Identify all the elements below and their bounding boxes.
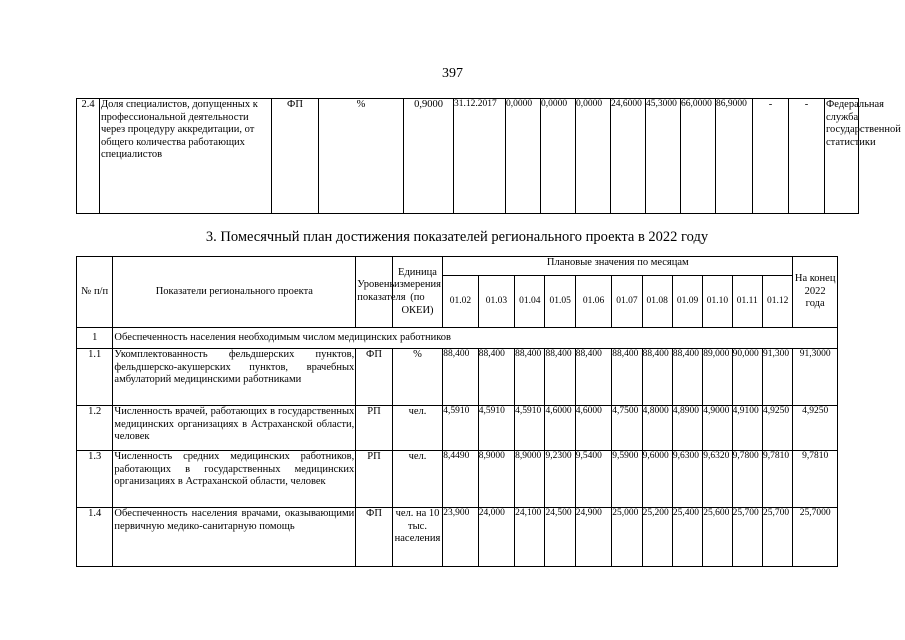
indicator-level: РП	[356, 451, 392, 508]
value-cell: 4,6000	[545, 406, 575, 451]
value-cell: 88,400	[612, 349, 642, 406]
table-row	[77, 349, 838, 406]
value-cell: 25,700	[732, 508, 762, 567]
header-month: 01.02	[443, 276, 478, 328]
value-cell: 88,400	[478, 349, 514, 406]
header-num: № п/п	[77, 257, 113, 328]
value-cell: 88,400	[672, 349, 702, 406]
value-cell: -	[789, 99, 825, 214]
value-cell: 24,000	[478, 508, 514, 567]
header-month: 01.05	[545, 276, 575, 328]
header-month: 01.11	[732, 276, 762, 328]
value-cell: 9,6000	[642, 451, 672, 508]
value-cell: 89,000	[703, 349, 732, 406]
value-cell: 25,700	[762, 508, 792, 567]
value-cell: 24,500	[545, 508, 575, 567]
value-cell: 9,7810	[762, 451, 792, 508]
year-end-value: 4,9250	[793, 406, 838, 451]
group-row	[77, 328, 838, 349]
value-cell: 88,400	[575, 349, 611, 406]
table-row	[77, 451, 838, 508]
value-cell: 4,7500	[612, 406, 642, 451]
value-cell: 4,6000	[575, 406, 611, 451]
value-cell: 9,6300	[672, 451, 702, 508]
row-number: 1.4	[77, 508, 113, 567]
value-cell: 9,7800	[732, 451, 762, 508]
value-cell: 0,0000	[576, 99, 611, 214]
value-cell: 4,9100	[732, 406, 762, 451]
group-name: Обеспеченность населения необходимым числом медицинских работников	[113, 328, 838, 349]
page-number: 397	[442, 66, 463, 81]
indicator-name: Численность врачей, работающих в государственных медицинских организациях в Астраханской области, человек	[113, 406, 356, 451]
value-cell: 23,900	[443, 508, 478, 567]
value-cell: 9,6320	[703, 451, 732, 508]
header-unit: Единица измерения (по ОКЕИ)	[392, 257, 443, 328]
base-value: 0,9000	[404, 99, 454, 214]
value-cell: 45,3000	[646, 99, 681, 214]
value-cell: 4,9000	[703, 406, 732, 451]
base-date: 31.12.2017	[454, 99, 506, 214]
value-cell: 86,9000	[716, 99, 753, 214]
value-cell: 9,2300	[545, 451, 575, 508]
header-month: 01.03	[478, 276, 514, 328]
year-end-value: 9,7810	[793, 451, 838, 508]
value-cell: 91,300	[762, 349, 792, 406]
header-row	[77, 257, 838, 276]
value-cell: 88,400	[515, 349, 545, 406]
value-cell: 4,5910	[478, 406, 514, 451]
row-number: 1.3	[77, 451, 113, 508]
value-cell: 25,200	[642, 508, 672, 567]
value-cell: 4,9250	[762, 406, 792, 451]
value-cell: -	[753, 99, 789, 214]
row-number: 1.2	[77, 406, 113, 451]
value-cell: 25,600	[703, 508, 732, 567]
value-cell: 9,5900	[612, 451, 642, 508]
header-month: 01.09	[672, 276, 702, 328]
header-month: 01.08	[642, 276, 672, 328]
year-end-value: 91,3000	[793, 349, 838, 406]
table-row	[77, 406, 838, 451]
indicator-unit: %	[319, 99, 404, 214]
indicator-unit: чел.	[392, 451, 443, 508]
header-month: 01.04	[515, 276, 545, 328]
table-row	[77, 99, 859, 214]
data-source: Федеральная служба государственной статистики	[825, 99, 859, 214]
header-month: 01.10	[703, 276, 732, 328]
value-cell: 0,0000	[506, 99, 541, 214]
value-cell: 0,0000	[541, 99, 576, 214]
indicator-unit: %	[392, 349, 443, 406]
monthly-plan-table	[76, 256, 838, 567]
header-indicator: Показатели регионального проекта	[113, 257, 356, 328]
header-month: 01.12	[762, 276, 792, 328]
indicator-name: Укомплектованность фельдшерских пунктов, фельдшерско-акушерских пунктов, врачебных амбулаторий медицинскими работниками	[113, 349, 356, 406]
value-cell: 88,400	[642, 349, 672, 406]
year-end-value: 25,7000	[793, 508, 838, 567]
value-cell: 8,4490	[443, 451, 478, 508]
value-cell: 4,8000	[642, 406, 672, 451]
value-cell: 9,5400	[575, 451, 611, 508]
value-cell: 25,400	[672, 508, 702, 567]
indicator-level: ФП	[356, 349, 392, 406]
indicator-level: ФП	[356, 508, 392, 567]
indicator-unit: чел. на 10 тыс. населения	[392, 508, 443, 567]
value-cell: 66,0000	[681, 99, 716, 214]
value-cell: 24,100	[515, 508, 545, 567]
value-cell: 4,5910	[515, 406, 545, 451]
value-cell: 25,000	[612, 508, 642, 567]
value-cell: 24,900	[575, 508, 611, 567]
indicator-name: Численность средних медицинских работников, работающих в государственных медицинских организациях в Астраханской области, человек	[113, 451, 356, 508]
header-month: 01.07	[612, 276, 642, 328]
value-cell: 4,5910	[443, 406, 478, 451]
value-cell: 90,000	[732, 349, 762, 406]
indicator-level: РП	[356, 406, 392, 451]
header-planned: Плановые значения по месяцам	[443, 257, 793, 276]
value-cell: 24,6000	[611, 99, 646, 214]
indicator-name: Обеспеченность населения врачами, оказывающими первичную медико-санитарную помощь	[113, 508, 356, 567]
indicator-name: Доля специалистов, допущенных к профессиональной деятельности через процедуру аккредитации, от общего количества работающих специалистов	[100, 99, 272, 214]
value-cell: 8,9000	[515, 451, 545, 508]
value-cell: 4,8900	[672, 406, 702, 451]
indicator-unit: чел.	[392, 406, 443, 451]
group-number: 1	[77, 328, 113, 349]
header-level: Уровень показателя	[356, 257, 392, 328]
table-row	[77, 508, 838, 567]
row-number: 1.1	[77, 349, 113, 406]
continuation-table	[76, 98, 901, 214]
indicator-level: ФП	[272, 99, 319, 214]
value-cell: 88,400	[545, 349, 575, 406]
row-number: 2.4	[77, 99, 100, 214]
value-cell: 8,9000	[478, 451, 514, 508]
header-month: 01.06	[575, 276, 611, 328]
header-year-end: На конец 2022 года	[793, 257, 838, 328]
value-cell: 88,400	[443, 349, 478, 406]
section-title: 3. Помесячный план достижения показателей регионального проекта в 2022 году	[205, 229, 709, 245]
